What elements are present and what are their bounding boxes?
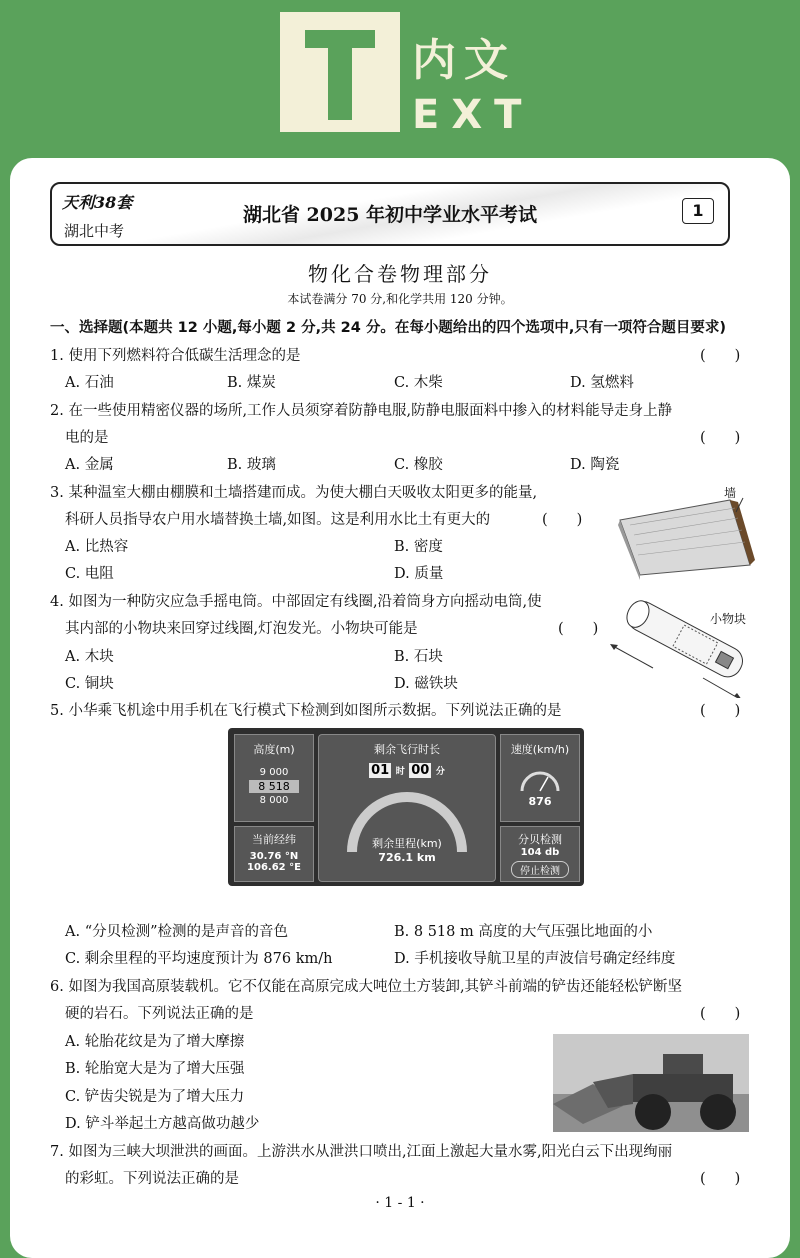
banner-en-title: EXT [412,92,534,138]
q2-option-a: A. 金属 [65,457,114,473]
paper-subtitle: 物化合卷物理部分 [308,262,492,286]
q5-stem: 5. 小华乘飞机途中用手机在飞行模式下检测到如图所示数据。下列说法正确的是 [50,703,562,719]
q4-stem-line2: 其内部的小物块来回穿过线圈,灯泡发光。小物块可能是 [65,621,418,637]
greenhouse-figure [610,480,760,580]
flashlight-figure [608,588,758,698]
q1-answer-paren: ( ) [700,348,741,364]
q1-option-b: B. 煤炭 [227,375,276,391]
speed-value: 876 [528,795,552,808]
q6-stem-line1: 6. 如图为我国高原装载机。它不仅能在高原完成大吨位土方装卸,其铲斗前端的铲齿还能轻松铲断坚 [50,979,683,995]
q7-answer-paren: ( ) [700,1171,741,1187]
speed-card [500,734,580,822]
q5-option-d: D. 手机接收导航卫星的声波信号确定经纬度 [394,951,676,967]
flight-data-panel [228,728,584,886]
q4-stem-line1: 4. 如图为一种防灾应急手摇电筒。中部固定有线圈,沿着筒身方向摇动电筒,使 [50,594,542,610]
decibel-label: 分贝检测 [518,833,562,846]
center-card [318,734,496,882]
stop-detection-button[interactable]: 停止检测 [511,861,569,878]
speedometer-icon [518,761,562,795]
q1-stem: 1. 使用下列燃料符合低碳生活理念的是 [50,348,301,364]
small-block-label: 小物块 [710,612,747,626]
hours-value: 01 [371,763,390,778]
q4-answer-paren: ( ) [558,621,599,637]
section-heading: 一、选择题(本题共 12 小题,每小题 2 分,共 24 分。在每小题给出的四个选项中,只有一项符合题目要求) [50,320,727,336]
q3-stem-line2: 科研人员指导农户用水墙替换土墙,如图。这是利用水比土有更大的 [65,512,491,528]
q2-option-d: D. 陶瓷 [570,457,620,473]
q6-stem-line2: 硬的岩石。下列说法正确的是 [65,1006,254,1022]
q5-option-a: A. “分贝检测”检测的是声音的音色 [65,924,289,940]
region-label: 湖北中考 [64,222,125,240]
q2-answer-paren: ( ) [700,430,741,446]
hours-unit: 时 [395,767,405,777]
q6-option-d: D. 铲斗举起土方越高做功越少 [65,1116,260,1132]
banner-cn-title: 内文 [412,35,516,86]
remaining-distance-label: 剩余里程(km) [372,837,442,850]
altitude-label: 高度(m) [253,743,295,756]
q1-option-a: A. 石油 [65,375,114,391]
q3-option-d: D. 质量 [394,566,444,582]
altitude-top-tick: 9 000 [259,767,289,778]
exam-title: 湖北省 2025 年初中学业水平考试 [242,204,538,226]
longitude-value: 106.62 °E [247,862,301,873]
q4-option-c: C. 铜块 [65,676,114,692]
q1-option-c: C. 木柴 [394,375,443,391]
q3-option-b: B. 密度 [394,539,443,555]
minutes-value: 00 [411,763,430,778]
brand-logo: 天利38套 [62,193,133,212]
decibel-value: 104 db [520,847,560,858]
exam-paper [10,158,790,1258]
exam-note: 本试卷满分 70 分,和化学共用 120 分钟。 [287,292,513,306]
q7-stem-line1: 7. 如图为三峡大坝泄洪的画面。上游洪水从泄洪口喷出,江面上激起大量水雾,阳光白云下出现绚丽 [50,1144,673,1160]
geo-card [234,826,314,882]
altitude-value: 8 518 [249,780,299,793]
wall-label: 墙 [724,486,737,500]
remaining-time-label: 剩余飞行时长 [374,743,440,756]
t-logo-stem [328,30,352,120]
q4-option-a: A. 木块 [65,649,114,665]
exam-header [50,182,730,246]
q4-option-d: D. 磁铁块 [394,676,458,692]
q6-option-b: B. 轮胎宽大是为了增大压强 [65,1061,245,1077]
geo-label: 当前经纬 [252,833,296,846]
latitude-value: 30.76 °N [249,851,299,862]
q2-stem-line2: 电的是 [65,430,109,446]
q4-option-b: B. 石块 [394,649,443,665]
q5-option-c: C. 剩余里程的平均速度预计为 876 km/h [65,951,333,967]
q2-option-c: C. 橡胶 [394,457,443,473]
q3-stem-line1: 3. 某种温室大棚由棚膜和土墙搭建而成。为使大棚白天吸收太阳更多的能量, [50,485,538,501]
q5-option-b: B. 8 518 m 高度的大气压强比地面的小 [394,924,653,940]
q6-option-c: C. 铲齿尖锐是为了增大压力 [65,1089,245,1105]
q3-option-a: A. 比热容 [65,539,129,555]
q6-option-a: A. 轮胎花纹是为了增大摩擦 [65,1034,245,1050]
q2-stem-line1: 2. 在一些使用精密仪器的场所,工作人员须穿着防静电服,防静电服面料中掺入的材料能导走身上静 [50,403,673,419]
q5-answer-paren: ( ) [700,703,741,719]
decibel-card [500,826,580,882]
q1-option-d: D. 氢燃料 [570,375,634,391]
q3-answer-paren: ( ) [542,512,583,528]
remaining-distance-value: 726.1 km [378,851,436,864]
q6-answer-paren: ( ) [700,1006,741,1022]
remaining-time-value [319,763,495,778]
exam-number: 1 [682,198,714,224]
q7-stem-line2: 的彩虹。下列说法正确的是 [65,1171,239,1187]
q3-option-c: C. 电阻 [65,566,114,582]
minutes-unit: 分 [435,767,445,777]
speed-label: 速度(km/h) [510,743,570,756]
banner [0,0,800,170]
altitude-card [234,734,314,822]
loader-photo [553,1034,749,1132]
page-number: · 1 - 1 · [375,1195,425,1211]
altitude-bottom-tick: 8 000 [259,795,289,806]
q2-option-b: B. 玻璃 [227,457,276,473]
